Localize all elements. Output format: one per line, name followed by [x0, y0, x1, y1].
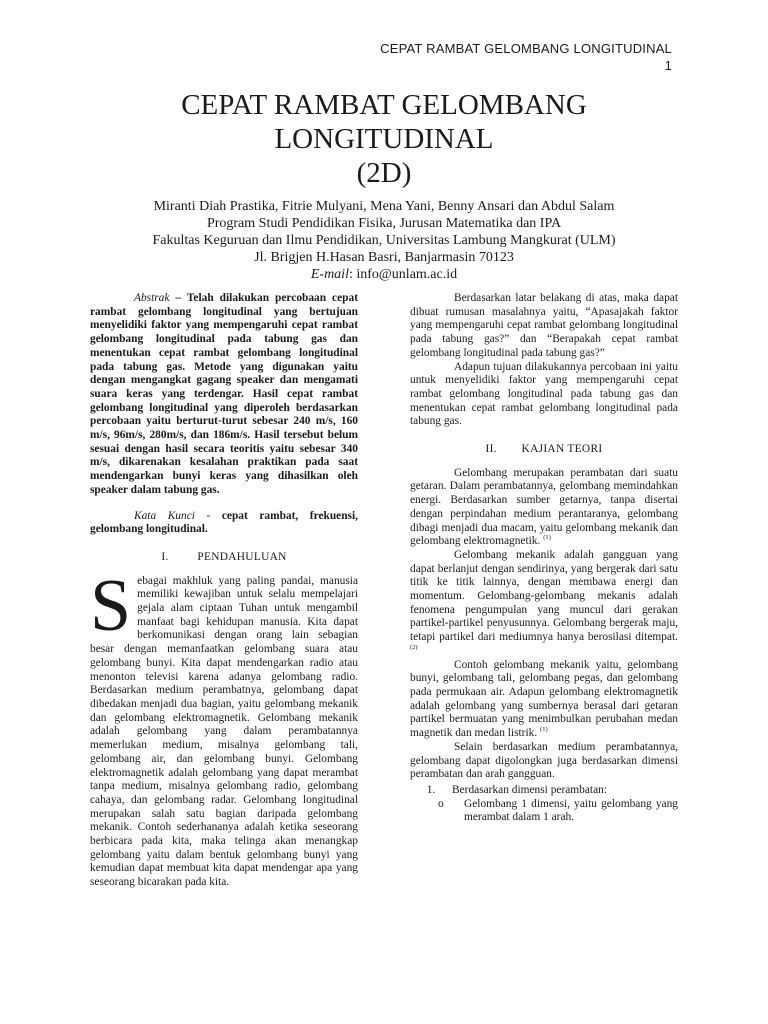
sub-list-item-text: Gelombang 1 dimensi, yaitu gelombang yang merambat dalam 1 arah.: [464, 797, 678, 824]
section-heading-pendahuluan: [90, 551, 358, 565]
section-title: PENDAHULUAN: [197, 550, 287, 563]
email-line: [0, 266, 768, 283]
section-title: KAJIAN TEORI: [521, 443, 603, 456]
paper-title: [0, 88, 768, 190]
paragraph-selain: Selain berdasarkan medium perambatannya, gelombang dapat digolongkan juga berdasarkan dimensi perambatan dan arah gangguan.: [410, 740, 678, 781]
email-address: : info@unlam.ac.id: [348, 267, 458, 282]
citation-ref: (2): [410, 644, 418, 652]
paragraph-mekanik: Gelombang mekanik adalah gangguan yang dapat berlanjut dengan sendirinya, yang bergerak dari satu titik ke titik lainnya, dengan membawa energi dan momentum. Gelombang-gelombang mekanis adalah fenomena pengumpulan yang muncul dari gerakan partikel-partikel penyusunnya. Gelombang bergerak maju, tetapi partikel dari mediumnya hanya berosilasi ditempat. $^{(2)}$: [410, 548, 678, 652]
email-label: E-mail: [310, 267, 349, 282]
list-item-text: Berdasarkan dimensi perambatan:: [452, 783, 607, 796]
list-item: [410, 784, 678, 798]
abstract-label: Abstrak: [134, 292, 170, 304]
section-heading-kajian-teori: [410, 443, 678, 457]
abstract: [90, 292, 358, 498]
section-number: II.: [485, 443, 497, 456]
numbered-list: [410, 784, 678, 825]
author-block: [0, 198, 768, 283]
paragraph-tujuan: Adapun tujuan dilakukannya percobaan ini yaitu untuk menyelidiki faktor yang mempengaruhi cepat rambat gelombang longitudinal pada tabung gas dan menentukan cepat rambat gelombang longitudinal pada tabung gas.: [410, 360, 678, 428]
running-header-title: CEPAT RAMBAT GELOMBANG LONGITUDINAL: [380, 41, 672, 56]
intro-paragraph: [90, 564, 358, 890]
title-line-2: LONGITUDINAL: [274, 123, 494, 155]
paragraph-definisi: Gelombang merupakan perambatan dari suatu getaran. Dalam perambatannya, gelombang memindahkan energi. Berdasarkan sumber getarnya, tanpa disertai dengan perpindahan medium perantaranya, gelombang dibagi menjadi dua macam, yaitu gelombang mekanik dan gelombang elektromagnetik. $^{(1)}$: [410, 466, 678, 548]
intro-text: ebagai makhluk yang paling pandai, manusia memiliki kewajiban untuk selalu mempelajari gejala alam ciptaan Tuhan untuk mengambil manfaat bagi kehidupan manusia. Kita dapat berkomunikasi dengan orang lain sebagian besar dengan memanfaatkan gelombang suara atau gelombang bunyi. Kita dapat mendengarkan radio atau menonton televisi karena adanya gelombang radio. Berdasarkan medium perambatnya, gelombang dapat dibedakan menjadi dua bagian, yaitu gelombang mekanik dan gelombang elektromagnetik. Gelombang mekanik adalah gelombang yang dalam perambatannya memerlukan medium, misalnya gelombang tali, gelombang air, dan gelombang bunyi. Gelombang elektromagnetik adalah gelombang yang dapat merambat tanpa medium, misalnya gelombang radio, gelombang cahaya, dan gelombang radar. Gelombang longitudinal merupakan salah satu bagian daripada gelombang mekanik. Contoh sederhananya adalah ketika seseorang berbicara pada kita, maka telinga akan menangkap gelombang yaitu dalam bentuk gelombang bunyi yang kemudian dapat membuat kita dapat mendengar apa yang seseorang bicarakan pada kita.: [90, 574, 358, 889]
sub-list-item: [410, 798, 678, 825]
list-marker: 1.: [426, 783, 436, 796]
citation-ref: (1): [540, 726, 548, 734]
author-names: Miranti Diah Prastika, Fitrie Mulyani, Mena Yani, Benny Ansari dan Abdul Salam: [153, 199, 615, 214]
title-line-3: (2D): [356, 157, 412, 189]
affiliation-faculty: Fakultas Keguruan dan Ilmu Pendidikan, Universitas Lambung Mangkurat (ULM): [152, 233, 616, 248]
affiliation-address: Jl. Brigjen H.Hasan Basri, Banjarmasin 70123: [254, 250, 514, 265]
paragraph-contoh: Contoh gelombang mekanik yaitu, gelombang bunyi, gelombang tali, gelombang pegas, dan gelombang pada permukaan air. Adapun gelombang elektromagnetik adalah gelombang yang sumbernya berasal dari getaran partikel bermuatan yang menimbulkan perubahan medan magnetik dan medan listrik. $^{(1)}$: [410, 658, 678, 740]
paragraph-rumusan: Berdasarkan latar belakang di atas, maka dapat dibuat rumusan masalahnya yaitu, “Apasajakah faktor yang mempengaruhi cepat rambat gelombang longitudinal pada tabung gas?” dan “Berapakah cepat rambat gelombang longitudinal pada tabung gas?”: [410, 292, 678, 359]
left-column: [90, 292, 358, 890]
citation-ref: (1): [543, 534, 551, 542]
right-column: [410, 292, 678, 825]
running-header: [252, 40, 672, 74]
bullet-marker: o: [438, 797, 444, 810]
page-number: 1: [664, 58, 672, 73]
keywords-label: Kata Kunci -: [134, 509, 211, 522]
drop-cap: S: [90, 564, 132, 647]
keywords-text: cepat rambat, frekuensi, gelombang longitudinal.: [90, 509, 359, 536]
title-line-1: CEPAT RAMBAT GELOMBANG: [181, 89, 587, 121]
title-block: [0, 88, 768, 283]
abstract-text: – Telah dilakukan percobaan cepat rambat gelombang longitudinal yang bertujuan menyelidiki faktor yang mempengaruhi cepat rambat gelombang longitudinal pada tabung gas dan menentukan cepat rambat gelombang longitudinal pada tabung gas. Metode yang digunakan yaitu dengan mengangkat gagang speaker dan mengamati suara keras yang terdengar. Hasil cepat rambat gelombang longitudinal yang diperoleh berdasarkan percobaan yaitu berturut-turut sebesar 240 m/s, 160 m/s, 96m/s, 280m/s, dan 186m/s. Hasil tersebut belum sesuai dengan hasil secara teoritis yaitu sebesar 340 m/s, dikarenakan kesalahan praktikan pada saat mendengarkan bunyi keras yang dihasilkan oleh speaker dalam tabung gas.: [90, 292, 358, 496]
section-number: I.: [161, 550, 169, 563]
affiliation-program: Program Studi Pendidikan Fisika, Jurusan Matematika dan IPA: [206, 216, 562, 231]
keywords: [90, 510, 358, 537]
